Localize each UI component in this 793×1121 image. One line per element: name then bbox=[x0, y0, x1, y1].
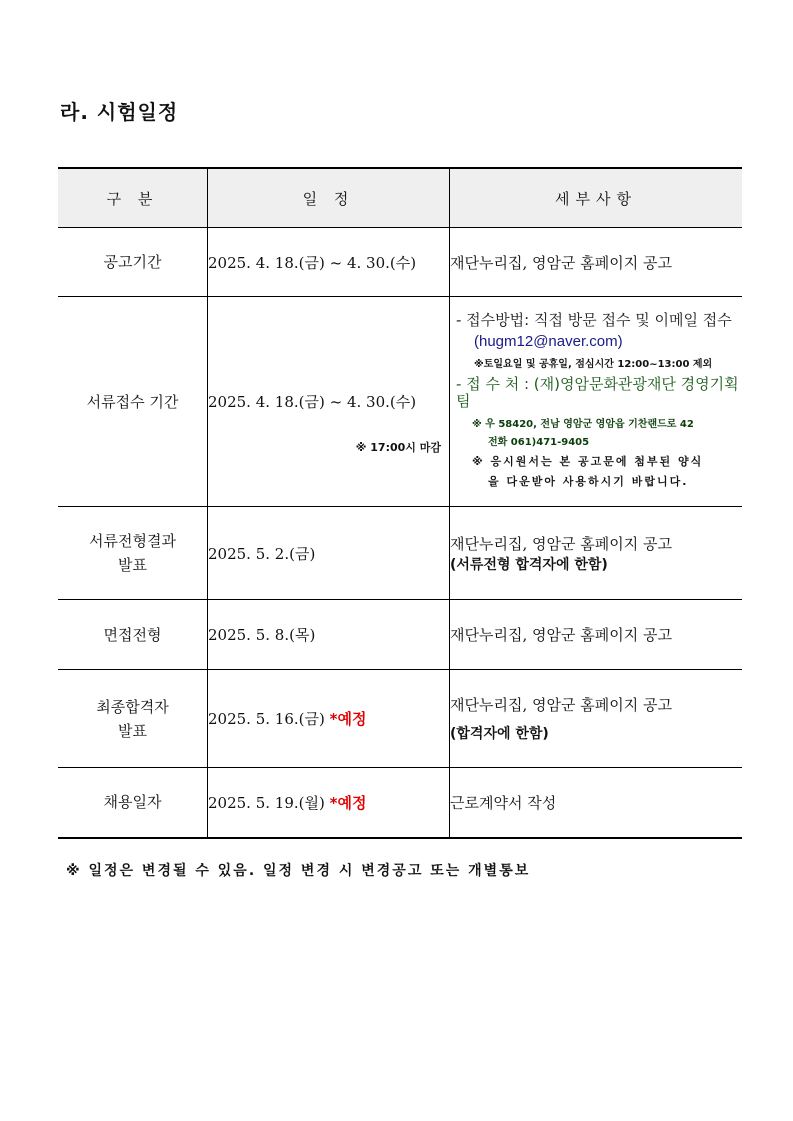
table-row bbox=[58, 507, 742, 600]
method-line: - 접수방법: 직접 방문 접수 및 이메일 접수 bbox=[456, 310, 732, 329]
row-category: 서류접수 기간 bbox=[58, 297, 208, 507]
row-date-text: 2025. 5. 16.(금) bbox=[208, 710, 325, 728]
row-detail-text: 재단누리집, 영암군 홈페이지 공고 bbox=[450, 696, 672, 714]
footer-note: ※ 일정은 변경될 수 있음. 일정 변경 시 변경공고 또는 개별통보 bbox=[66, 863, 531, 879]
email-address: (hugm12@naver.com) bbox=[474, 332, 623, 350]
header-date: 일 정 bbox=[208, 168, 450, 228]
row-detail: 근로계약서 작성 bbox=[450, 768, 743, 838]
table-row bbox=[58, 600, 742, 670]
row-category: 공고기간 bbox=[58, 228, 208, 297]
table-row bbox=[58, 297, 742, 507]
section-title: 라. 시험일정 bbox=[60, 100, 179, 124]
schedule-table bbox=[58, 167, 742, 839]
row-detail-note: (서류전형 합격자에 한함) bbox=[450, 556, 608, 573]
row-category bbox=[58, 670, 208, 768]
header-detail: 세부사항 bbox=[450, 168, 743, 228]
form-note-2: 을 다운받아 사용하시기 바랍니다. bbox=[488, 474, 689, 488]
phone-line: 전화 061)471-9405 bbox=[488, 436, 590, 448]
row-detail bbox=[450, 670, 743, 768]
table-row bbox=[58, 768, 742, 838]
row-category: 채용일자 bbox=[58, 768, 208, 838]
table-row bbox=[58, 670, 742, 768]
tentative-flag: *예정 bbox=[329, 710, 367, 728]
row-date bbox=[208, 670, 450, 768]
form-note-1: ※ 응시원서는 본 공고문에 첨부된 양식 bbox=[472, 454, 704, 468]
row-category-line-1: 최종합격자 bbox=[96, 697, 169, 716]
row-category: 면접전형 bbox=[58, 600, 208, 670]
row-date: 2025. 4. 18.(금) ~ 4. 30.(수) bbox=[208, 228, 450, 297]
row-detail: 재단누리집, 영암군 홈페이지 공고 bbox=[450, 228, 743, 297]
address-line: ※ 우 58420, 전남 영암군 영암읍 기찬랜드로 42 bbox=[472, 418, 694, 430]
row-detail: 재단누리집, 영암군 홈페이지 공고 bbox=[450, 600, 743, 670]
method-note: ※토일요일 및 공휴일, 점심시간 12:00~13:00 제외 bbox=[474, 358, 713, 370]
row-detail bbox=[450, 297, 743, 507]
header-category: 구 분 bbox=[58, 168, 208, 228]
row-category-line-2: 발표 bbox=[118, 556, 147, 574]
row-category-line-1: 서류전형결과 bbox=[89, 532, 176, 550]
row-date bbox=[208, 768, 450, 838]
place-line: - 접 수 처 : (재)영암문화관광재단 경영기획팀 bbox=[456, 374, 739, 410]
table-row bbox=[58, 228, 742, 297]
row-detail-note: (합격자에 한함) bbox=[450, 726, 549, 742]
row-date bbox=[208, 297, 450, 507]
tentative-flag: *예정 bbox=[329, 793, 367, 812]
deadline-note: ※ 17:00시 마감 bbox=[355, 441, 441, 454]
row-date: 2025. 5. 8.(목) bbox=[208, 600, 450, 670]
row-date-text: 2025. 5. 19.(월) bbox=[208, 793, 325, 812]
table-header-row bbox=[58, 168, 742, 228]
row-detail-text: 재단누리집, 영암군 홈페이지 공고 bbox=[450, 534, 672, 553]
row-date: 2025. 5. 2.(금) bbox=[208, 507, 450, 600]
row-date-text: 2025. 4. 18.(금) ~ 4. 30.(수) bbox=[208, 393, 417, 411]
row-category bbox=[58, 507, 208, 600]
row-detail bbox=[450, 507, 743, 600]
row-category-line-2: 발표 bbox=[118, 721, 147, 740]
